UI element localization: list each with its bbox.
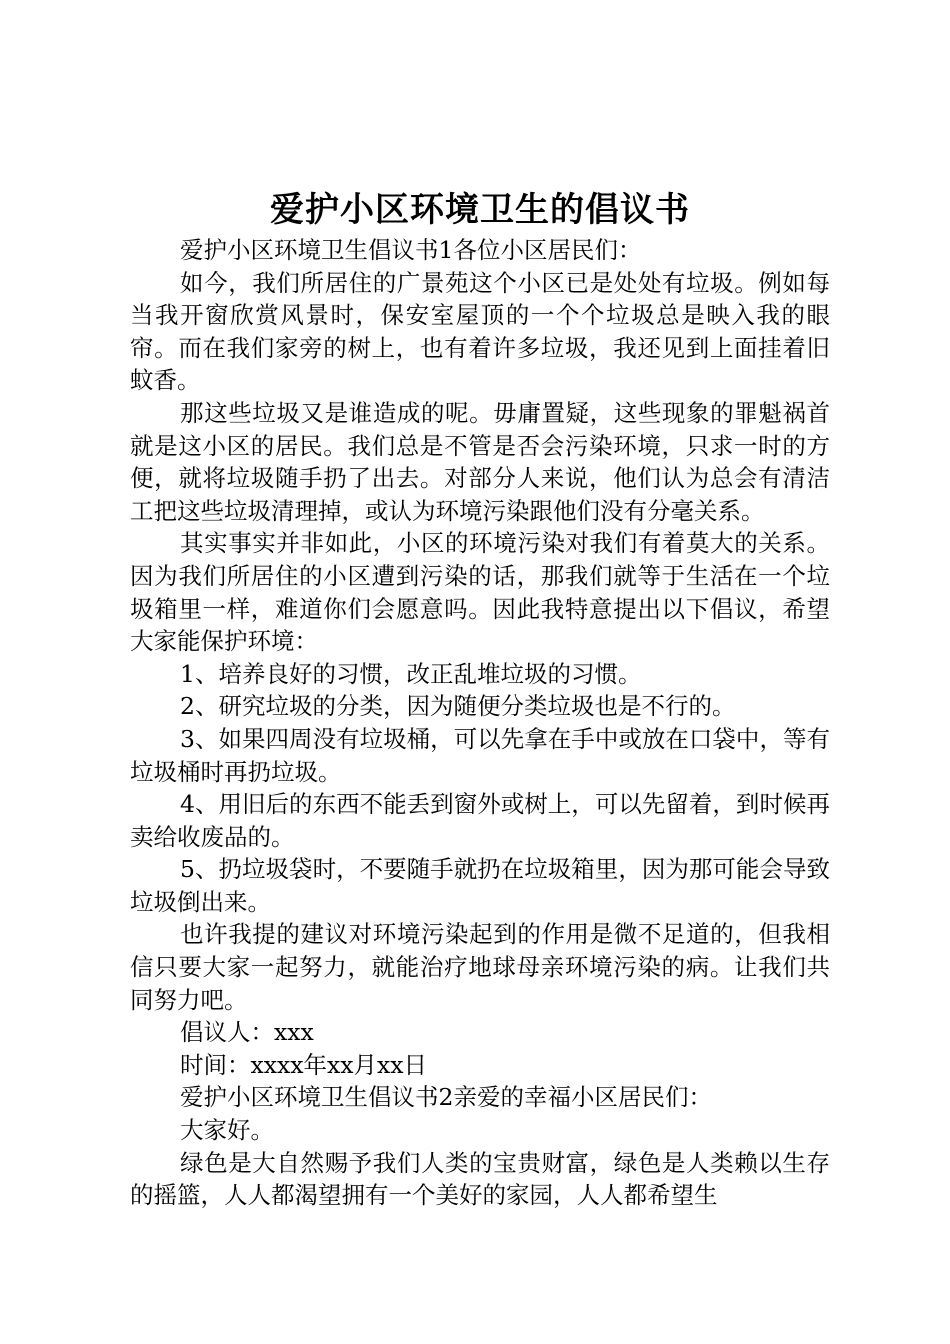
signature-line: 倡议人：xxx: [180, 1018, 314, 1047]
salutation-2: 爱护小区环境卫生倡议书2亲爱的幸福小区居民们：: [180, 1083, 712, 1112]
document-title: 爱护小区环境卫生的倡议书: [270, 190, 690, 230]
list-item: 3、如果四周没有垃圾桶，可以先拿在手中或放在口袋中，等有垃圾桶时再扔垃圾。: [130, 724, 830, 786]
paragraph: 其实事实并非如此，小区的环境污染对我们有着莫大的关系。因为我们所居住的小区遭到污染的话，那我们就等于生活在一个垃圾箱里一样，难道你们会愿意吗。因此我特意提出以下倡议，希望大家能保护环境：: [130, 529, 830, 656]
list-item: 4、用旧后的东西不能丢到窗外或树上，可以先留着，到时候再卖给收废品的。: [130, 790, 830, 851]
greeting: 大家好。: [180, 1116, 274, 1145]
paragraph: 那这些垃圾又是谁造成的呢。毋庸置疑，这些现象的罪魁祸首就是这小区的居民。我们总是不管是否会污染环境，只求一时的方便，就将垃圾随手扔了出去。对部分人来说，他们认为总会有清洁工把这些垃圾清理掉，或认为环境污染跟他们没有分毫关系。: [130, 398, 830, 525]
list-item: 2、研究垃圾的分类，因为随便分类垃圾也是不行的。: [180, 692, 736, 721]
document-body: [130, 234, 830, 1212]
salutation-1: 爱护小区环境卫生倡议书1各位小区居民们：: [180, 236, 642, 264]
list-item: 5、扔垃圾袋时，不要随手就扔在垃圾箱里，因为那可能会导致垃圾倒出来。: [130, 855, 830, 916]
paragraph: 绿色是大自然赐予我们人类的宝贵财富，绿色是人类赖以生存的摇篮，人人都渴望拥有一个美好的家园，人人都希望生: [130, 1148, 830, 1210]
list-item: 1、培养良好的习惯，改正乱堆垃圾的习惯。: [180, 659, 642, 688]
date-line: 时间：xxxx年xx月xx日: [180, 1050, 428, 1079]
document-page: [130, 186, 830, 1212]
paragraph: 也许我提的建议对环境污染起到的作用是微不足道的，但我相信只要大家一起努力，就能治疗地球母亲环境污染的病。让我们共同努力吧。: [130, 920, 830, 1014]
paragraph: 如今，我们所居住的广景苑这个小区已是处处有垃圾。例如每当我开窗欣赏风景时，保安室屋顶的一个个垃圾总是映入我的眼帘。而在我们家旁的树上，也有着许多垃圾，我还见到上面挂着旧蚊香。: [130, 268, 830, 395]
